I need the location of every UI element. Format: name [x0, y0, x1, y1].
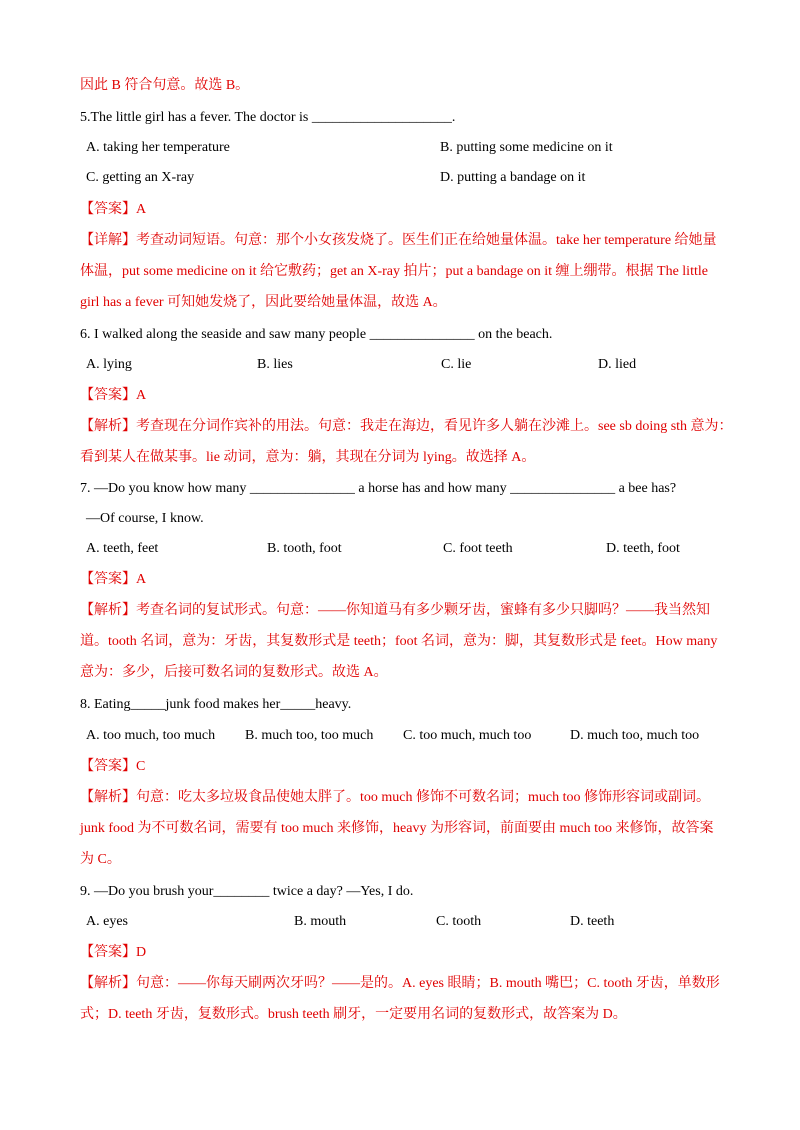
q9-option-a: A. eyes	[86, 914, 128, 929]
q5-option-d: D. putting a bandage on it	[440, 170, 586, 185]
q5-option-a: A. taking her temperature	[86, 140, 230, 155]
q6-explanation-line: 看到某人在做某事。lie 动词，意为：躺，其现在分词为 lying。故选择 A。	[80, 450, 536, 465]
q7-option-d: D. teeth, foot	[606, 541, 680, 556]
question-7-stem: 7. —Do you know how many _______________ a horse has and how many _______________ a bee has?	[80, 481, 677, 496]
q9-option-b: B. mouth	[294, 914, 347, 929]
q7-explanation-line: 意为：多少，后接可数名词的复数形式。故选 A。	[80, 665, 388, 680]
q8-option-d: D. much too, much too	[570, 728, 700, 743]
question-8-stem: 8. Eating_____junk food makes her_____heavy.	[80, 697, 352, 712]
q8-answer: 【答案】C	[80, 759, 146, 774]
q9-option-d: D. teeth	[570, 914, 615, 929]
q7-explanation-line: 【解析】考查名词的复试形式。句意：——你知道马有多少颗牙齿，蜜蜂有多少只脚吗？——我当然知	[80, 603, 710, 618]
q8-option-a: A. too much, too much	[86, 728, 216, 743]
q7-explanation-line: 道。tooth 名词，意为：牙齿，其复数形式是 teeth；foot 名词，意为：脚，其复数形式是 feet。How many	[80, 634, 718, 649]
q7-option-b: B. tooth, foot	[267, 541, 342, 556]
q6-option-d: D. lied	[598, 357, 637, 372]
q5-explanation-line: 体温，put some medicine on it 给它敷药；get an X-ray 拍片；put a bandage on it 缠上绷带。根据 The little	[80, 264, 708, 279]
question-7-reply: —Of course, I know.	[86, 511, 204, 526]
q5-explanation	[80, 231, 724, 324]
question-6-stem: 6. I walked along the seaside and saw many people _______________ on the beach.	[80, 327, 553, 342]
q5-explanation-line: 【详解】考查动词短语。句意：那个小女孩发烧了。医生们正在给她量体温。take her temperature 给她量	[80, 233, 717, 248]
q8-explanation-line: 为 C。	[80, 852, 121, 867]
previous-explanation-tail: 因此 B 符合句意。故选 B。	[80, 78, 250, 93]
q6-option-c: C. lie	[441, 357, 472, 372]
q6-explanation-line: 【解析】考查现在分词作宾补的用法。句意：我走在海边，看见许多人躺在沙滩上。see sb doing sth 意为：	[80, 419, 733, 434]
q8-option-c: C. too much, much too	[403, 728, 532, 743]
q7-explanation	[80, 601, 724, 694]
question-9-stem: 9. —Do you brush your________ twice a day? —Yes, I do.	[80, 884, 414, 899]
q9-option-c: C. tooth	[436, 914, 482, 929]
q6-option-a: A. lying	[86, 357, 132, 372]
q8-explanation	[80, 788, 724, 881]
q7-option-c: C. foot teeth	[443, 541, 513, 556]
q9-answer: 【答案】D	[80, 945, 147, 960]
q5-explanation-line: girl has a fever 可知她发烧了，因此要给她量体温，故选 A。	[80, 295, 447, 310]
q6-answer: 【答案】A	[80, 388, 147, 403]
q6-explanation	[80, 417, 733, 479]
q8-explanation-line: junk food 为不可数名词，需要有 too much 来修饰，heavy 为形容词，前面要由 much too 来修饰，故答案	[80, 821, 714, 836]
q7-answer: 【答案】A	[80, 572, 147, 587]
q9-explanation-line: 【解析】句意：——你每天刷两次牙吗？——是的。A. eyes 眼睛；B. mouth 嘴巴；C. tooth 牙齿，单数形	[80, 976, 720, 991]
q7-option-a: A. teeth, feet	[86, 541, 159, 556]
q8-explanation-line: 【解析】句意：吃太多垃圾食品使她太胖了。too much 修饰不可数名词；much too 修饰形容词或副词。	[80, 790, 710, 805]
q8-option-b: B. much too, too much	[245, 728, 374, 743]
q5-answer: 【答案】A	[80, 202, 147, 217]
q9-explanation	[80, 974, 724, 1036]
q5-option-b: B. putting some medicine on it	[440, 140, 613, 155]
question-5-stem: 5.The little girl has a fever. The doctor is ____________________.	[80, 110, 456, 125]
q5-option-c: C. getting an X-ray	[86, 170, 195, 185]
q6-option-b: B. lies	[257, 357, 293, 372]
q9-explanation-line: 式；D. teeth 牙齿，复数形式。brush teeth 刷牙，一定要用名词的复数形式，故答案为 D。	[80, 1007, 627, 1022]
